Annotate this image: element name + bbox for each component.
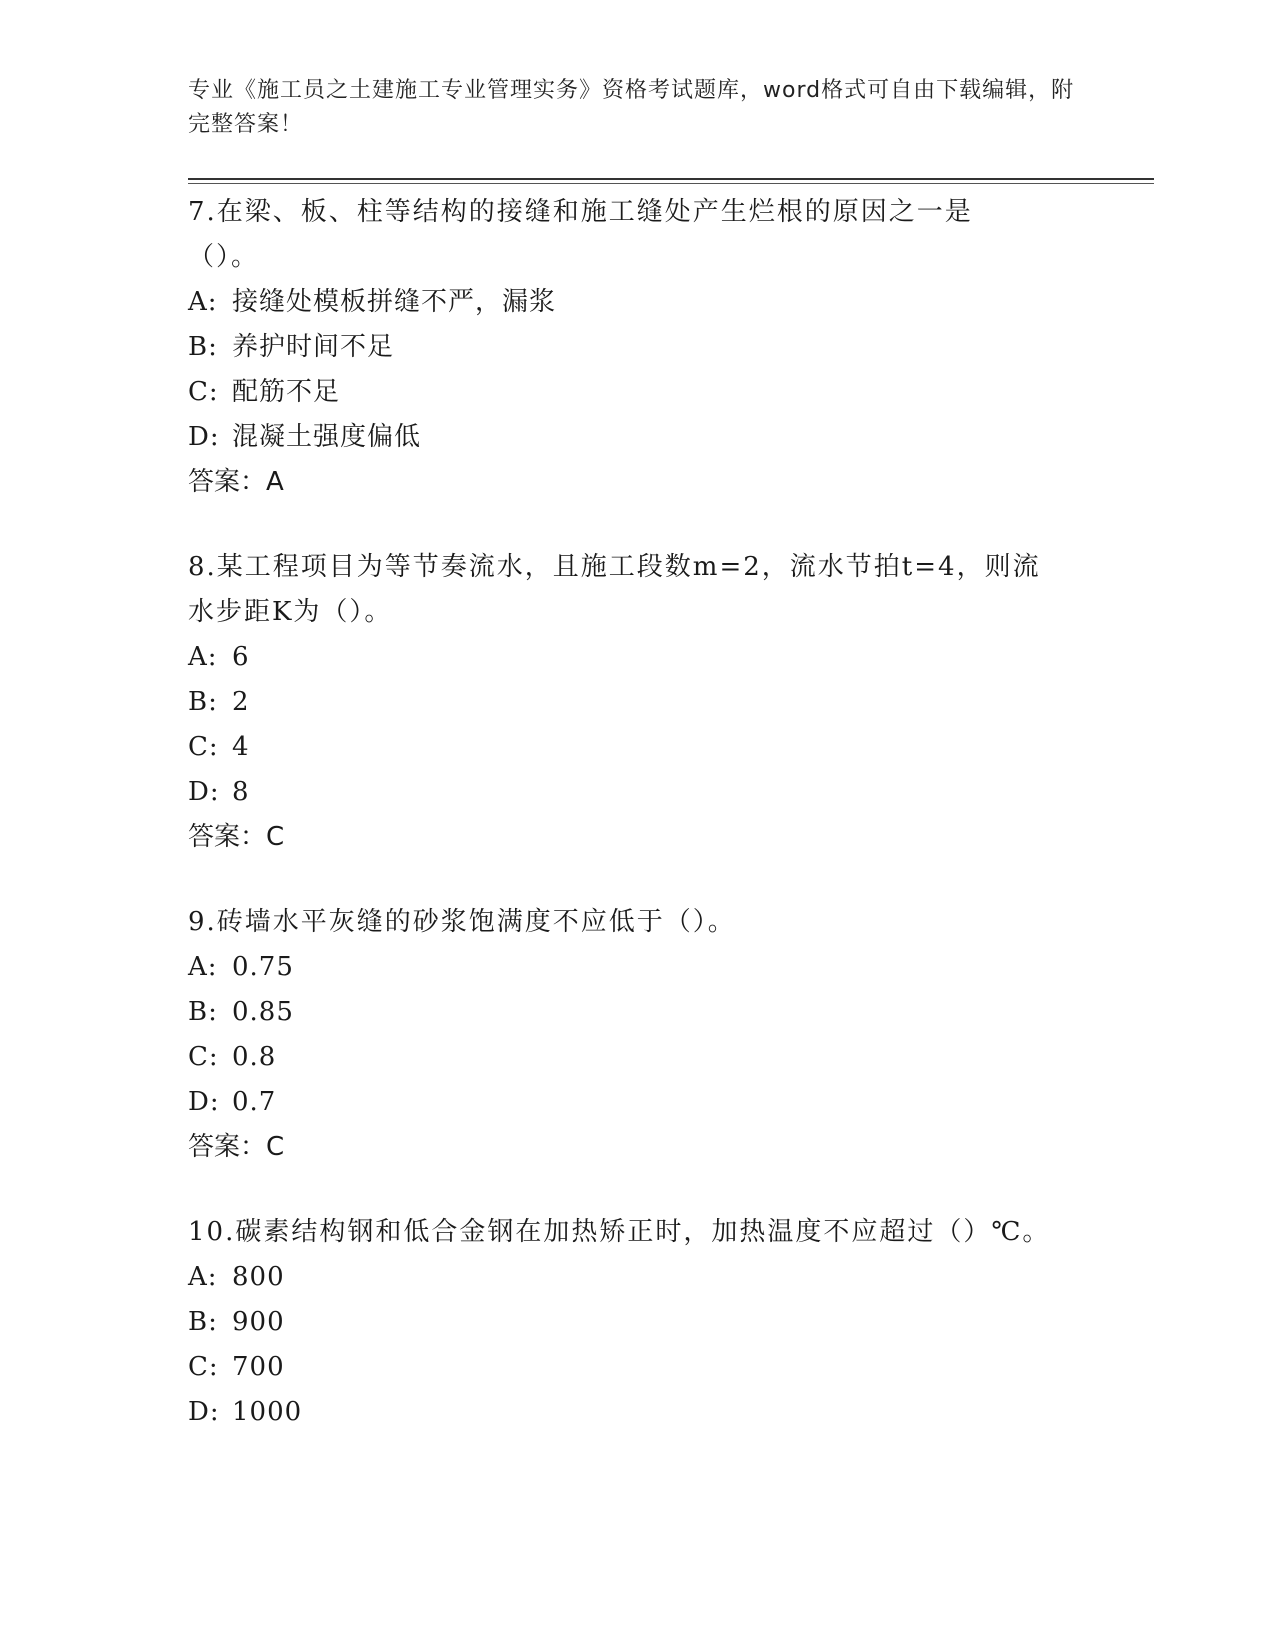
option-key: B: [188,1307,218,1337]
option-text: 6 [232,642,250,672]
option-text: 0.85 [232,997,294,1027]
option-key: C: [188,1352,219,1382]
answer: 答案：C [188,822,285,852]
option-key: D: [188,422,220,452]
option-text: 接缝处模板拼缝不严，漏浆 [232,287,557,317]
option-text: 2 [232,687,250,717]
option-d [188,1080,1088,1125]
option-text: 8 [232,777,250,807]
question-9 [188,900,1088,1170]
question-text: 7.在梁、板、柱等结构的接缝和施工缝处产生烂根的原因之一是（）。 [188,197,973,272]
header-divider-thick [188,178,1154,180]
option-text: 700 [232,1352,285,1382]
option-c [188,725,1088,770]
question-10 [188,1210,1088,1435]
option-c [188,1345,1088,1390]
question-text: 10.碳素结构钢和低合金钢在加热矫正时，加热温度不应超过（）℃。 [188,1217,1051,1247]
option-key: A: [188,287,218,317]
answer: 答案：A [188,467,284,497]
option-key: C: [188,732,219,762]
option-text: 配筋不足 [232,377,341,407]
option-a [188,280,1088,325]
option-text: 0.7 [232,1087,277,1117]
option-key: C: [188,1042,219,1072]
option-b [188,325,1088,370]
option-key: D: [188,1397,220,1427]
option-text: 800 [232,1262,285,1292]
option-key: B: [188,997,218,1027]
option-key: D: [188,1087,220,1117]
option-text: 1000 [232,1397,303,1427]
option-text: 0.75 [232,952,294,982]
option-key: A: [188,642,218,672]
option-text: 混凝土强度偏低 [232,422,422,452]
option-text: 0.8 [232,1042,277,1072]
option-key: B: [188,687,218,717]
option-text: 4 [232,732,250,762]
option-key: A: [188,1262,218,1292]
option-b [188,990,1088,1035]
option-key: D: [188,777,220,807]
option-c [188,370,1088,415]
option-text: 900 [232,1307,285,1337]
option-key: C: [188,377,219,407]
option-text: 养护时间不足 [232,332,395,362]
option-b [188,680,1088,725]
answer: 答案：C [188,1132,285,1162]
option-d [188,1390,1088,1435]
option-a [188,1255,1088,1300]
option-d [188,770,1088,815]
header-divider-thin [188,183,1154,184]
option-key: B: [188,332,218,362]
question-8 [188,545,1088,860]
question-list [188,190,1088,1475]
option-a [188,945,1088,990]
option-d [188,415,1088,460]
question-text: 8.某工程项目为等节奏流水，且施工段数m=2，流水节拍t=4，则流水步距K为（）。 [188,552,1041,627]
question-text: 9.砖墙水平灰缝的砂浆饱满度不应低于（）。 [188,907,736,937]
option-c [188,1035,1088,1080]
header-note: 专业《施工员之土建施工专业管理实务》资格考试题库，word格式可自由下载编辑，附完整答案！ [188,78,1075,137]
question-7 [188,190,1088,505]
option-b [188,1300,1088,1345]
option-a [188,635,1088,680]
option-key: A: [188,952,218,982]
